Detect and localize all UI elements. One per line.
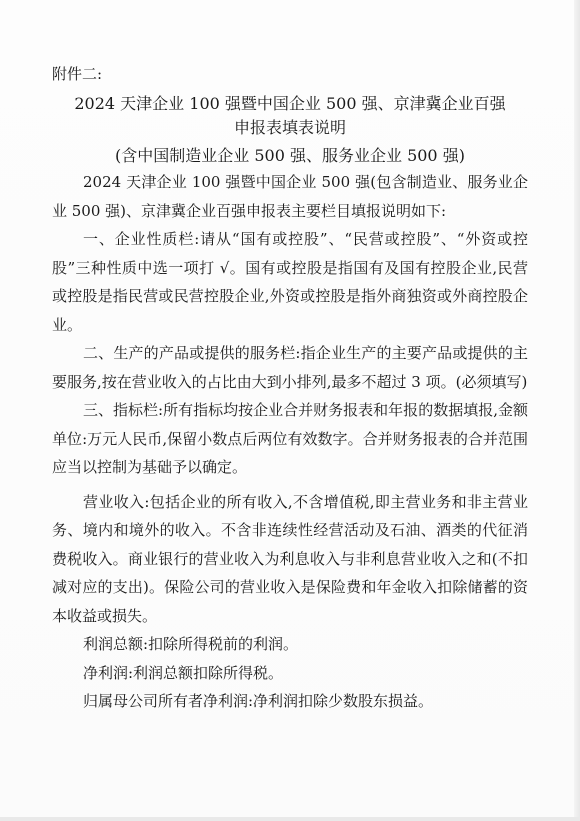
intro-paragraph: 2024 天津企业 100 强暨中国企业 500 强(包含制造业、服务业企业 500 强)、京津冀企业百强申报表主要栏目填报说明如下:	[52, 173, 528, 220]
enterprise-nature-paragraph: 一、企业性质栏:请从“国有或控股”、“民营或控股”、“外资或控股”三种性质中选一项打 √。国有或控股是指国有及国有控股企业,民营或控股是指民营或民营控股企业,外资或控股是指外商独资或外商控股企业。	[52, 230, 528, 334]
net-profit-paragraph: 净利润:利润总额扣除所得税。	[83, 663, 284, 682]
document-title	[40, 92, 540, 168]
annex-label: 附件二:	[52, 65, 103, 83]
total-profit-paragraph: 利润总额:扣除所得税前的利润。	[83, 635, 299, 653]
parent-net-profit-paragraph: 归属母公司所有者净利润:净利润扣除少数股东损益。	[83, 692, 434, 710]
operating-revenue-paragraph: 营业收入:包括企业的所有收入,不含增值税,即主营业务和非主营业务、境内和境外的收入。不含非连续性经营活动及石油、酒类的代征消费税收入。商业银行的营业收入为利息收入与非利息营业收入之和(不扣减对应的支出)。保险公司的营业收入是保险费和年金收入扣除储蓄的资本收益或损失。	[52, 492, 528, 625]
indicators-paragraph: 三、指标栏:所有指标均按企业合并财务报表和年报的数据填报,金额单位:万元人民币,保留小数点后两位有效数字。合并财务报表的合并范围应当以控制为基础予以确定。	[52, 401, 528, 476]
page-edge-shadow	[574, 0, 580, 821]
page-bottom-edge	[0, 817, 580, 821]
title-line-2: 申报表填表说明	[233, 118, 346, 137]
title-line-1: 2024 天津企业 100 强暨中国企业 500 强、京津冀企业百强	[74, 94, 506, 113]
products-services-paragraph: 二、生产的产品或提供的服务栏:指企业生产的主要产品或提供的主要服务,按在营业收入的占比由大到小排列,最多不超过 3 项。(必须填写)	[52, 344, 528, 391]
title-line-3: (含中国制造业企业 500 强、服务业企业 500 强)	[115, 146, 465, 165]
document-body	[52, 62, 528, 716]
